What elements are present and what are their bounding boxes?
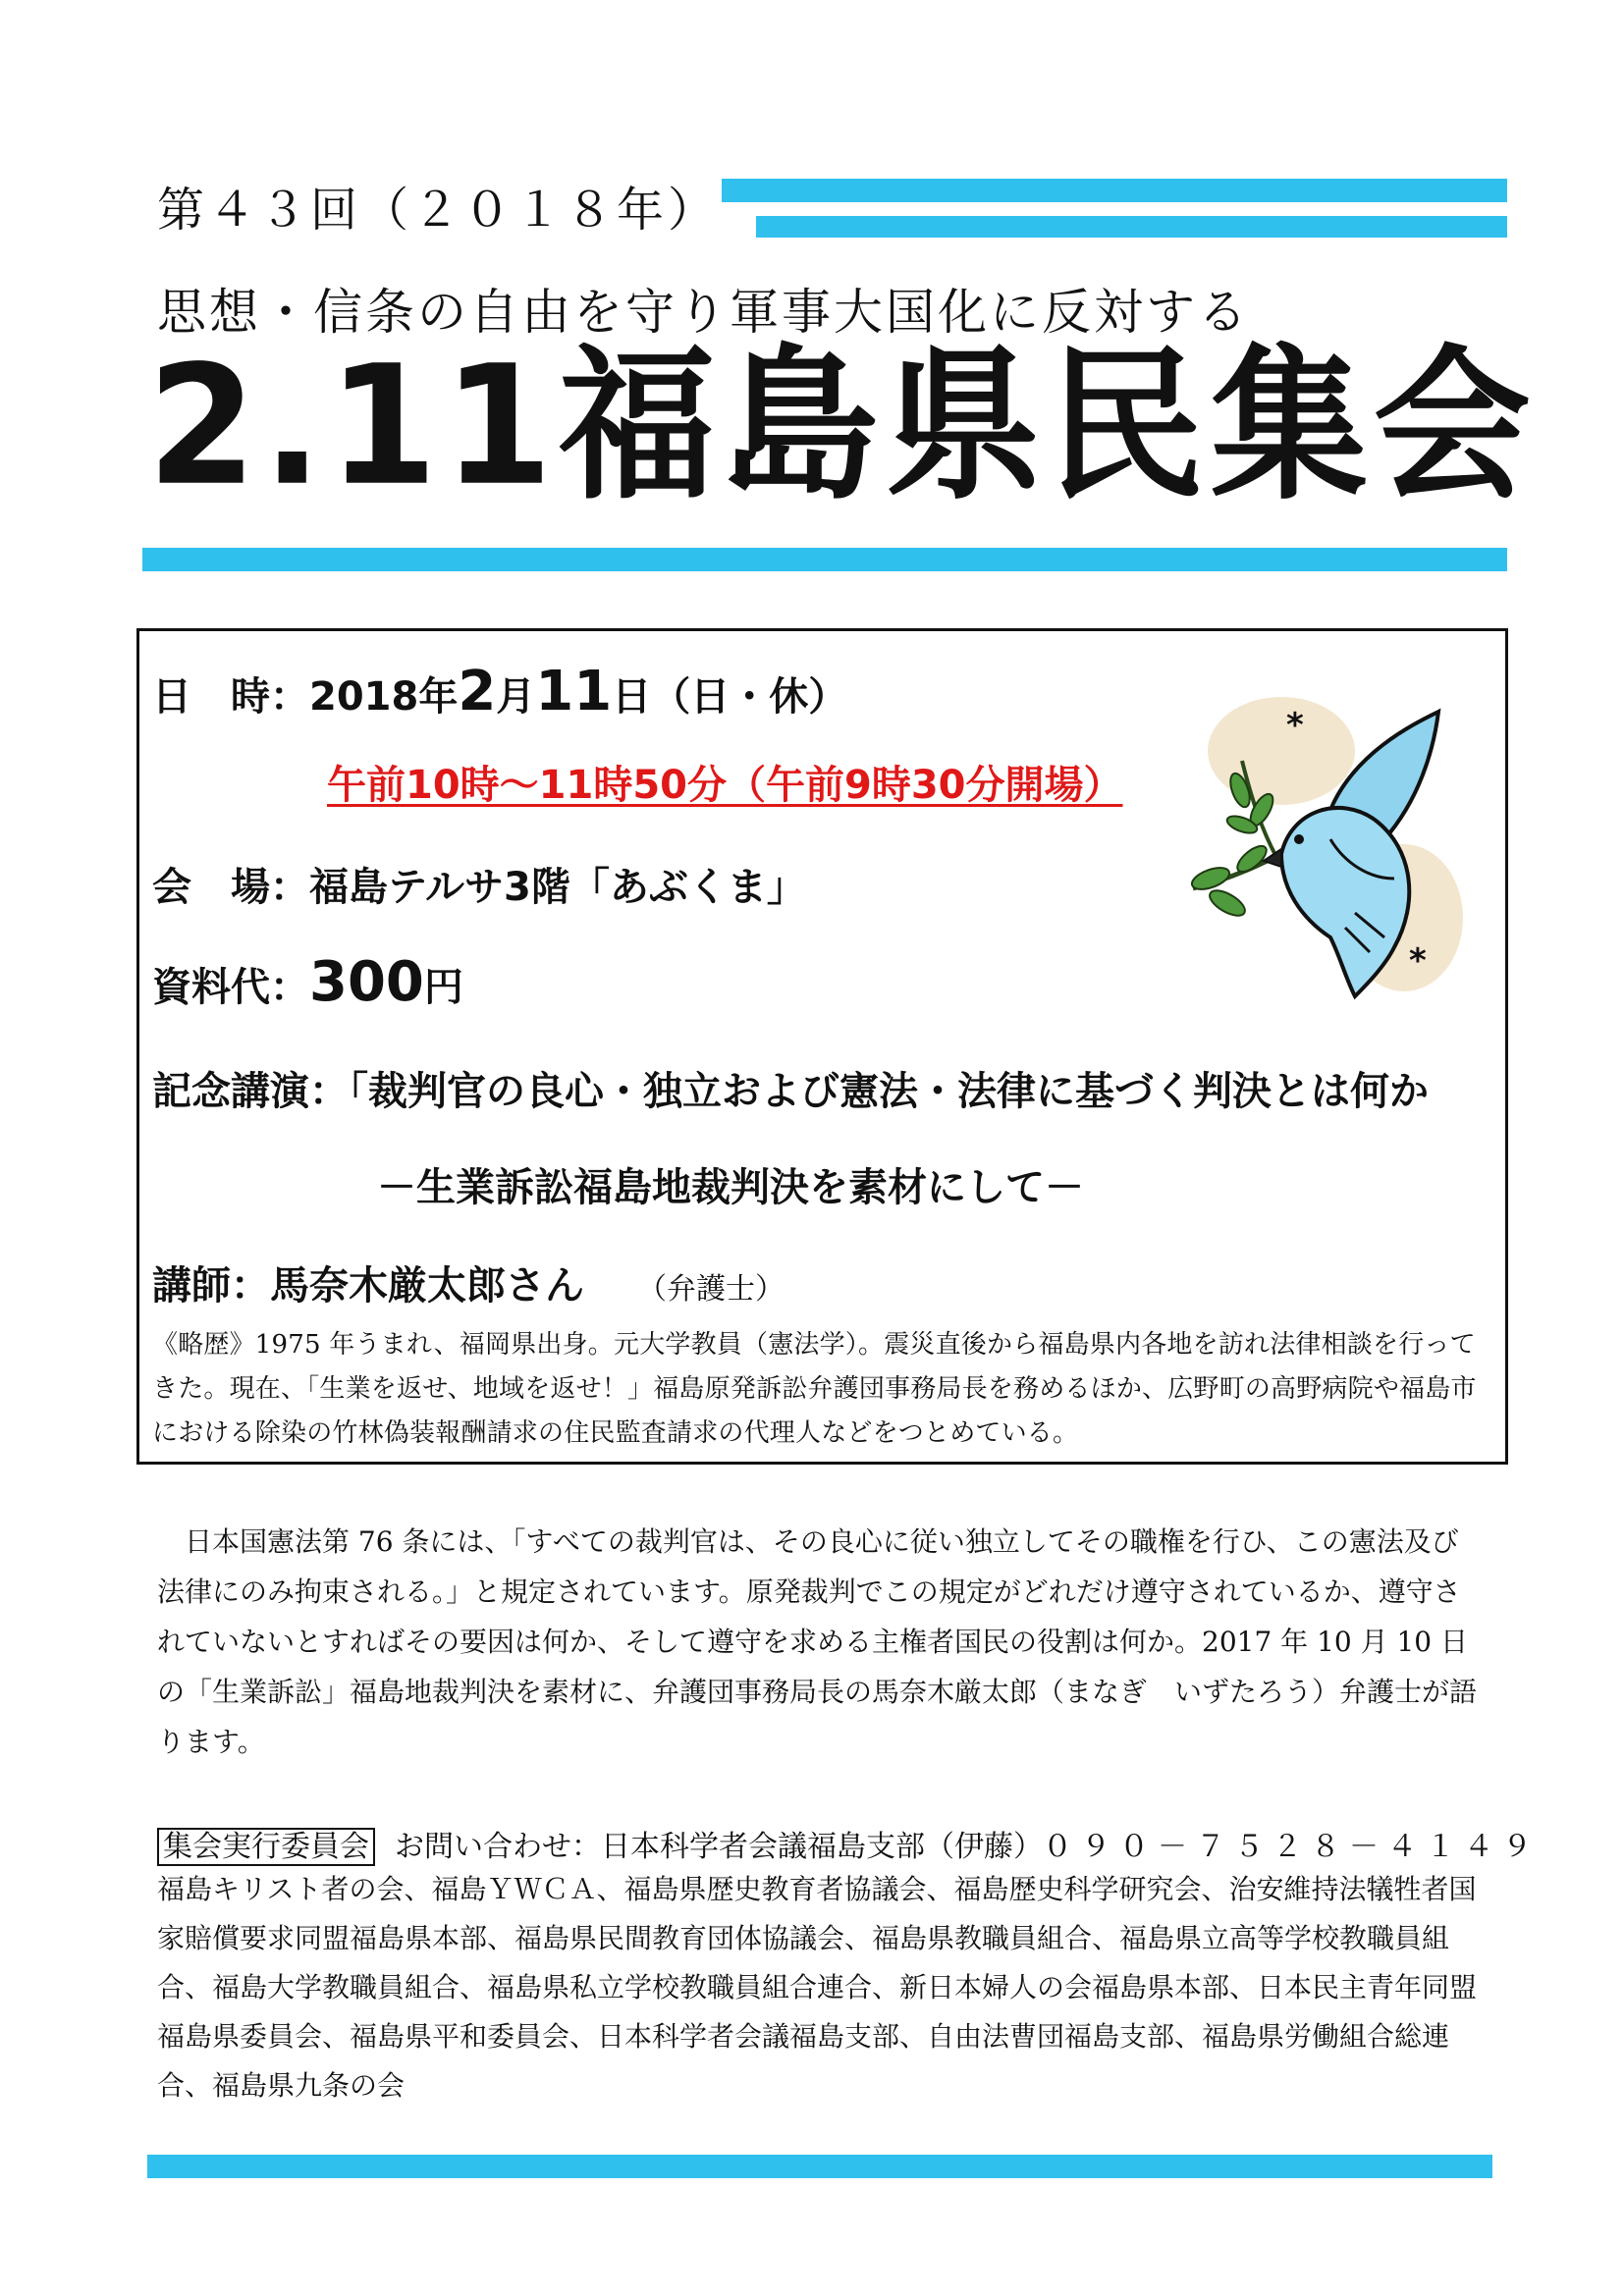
fee-label: 資料代： bbox=[152, 965, 309, 1010]
lecture-row bbox=[152, 1060, 1429, 1116]
accent-bar-top-1 bbox=[722, 179, 1507, 202]
event-time: 午前10時～11時50分（午前9時30分開場） bbox=[327, 763, 1123, 808]
date-month: 2 bbox=[458, 660, 497, 723]
fee-unit: 円 bbox=[423, 965, 463, 1010]
organizations-list: 福島キリスト者の会、福島ＹＷＣＡ、福島県歴史教育者協議会、福島歴史科学研究会、治安維持法犠牲者国家賠償要求同盟福島県本部、福島県民間教育団体協議会、福島県教職員組合、福島県立高等学校教職員組合、福島大学教職員組合、福島県私立学校教職員組合連合、新日本婦人の会福島県本部、日本民主青年同盟福島県委員会、福島県平和委員会、日本科学者会議福島支部、自由法曹団福島支部、福島県労働組合総連合、福島県九条の会 bbox=[157, 1873, 1478, 2102]
event-venue-row bbox=[152, 856, 806, 912]
date-month-suffix: 月 bbox=[496, 674, 536, 720]
speaker-name: 馬奈木厳太郎さん bbox=[270, 1263, 584, 1308]
description-paragraph: 日本国憲法第 76 条には、「すべての裁判官は、その良心に従い独立してその職権を行ひ、この憲法及び法律にのみ拘束される。」と規定されています。原発裁判でこの規定がどれだけ遵守されているか、遵守されていないとすればその要因は何か、そして遵守を求める主権者国民の役割は何か。2017 年 10 月 10 日の「生業訴訟」福島地裁判決を素材に、弁護団事務局長の馬奈木厳太郎（まなぎ いずたろう）弁護士が語ります。 bbox=[157, 1525, 1478, 1758]
accent-bar-top-2 bbox=[756, 216, 1507, 238]
edition-label: 第４３回（２０１８年） bbox=[157, 183, 720, 238]
lecture-label: 記念講演： bbox=[152, 1069, 349, 1114]
venue-value: 福島テルサ3階「あぶくま」 bbox=[309, 865, 806, 910]
speaker-role: （弁護士） bbox=[637, 1272, 785, 1307]
date-year: 2018年 bbox=[309, 674, 459, 720]
main-title: 2.11福島県民集会 bbox=[147, 329, 1537, 522]
contact-phone: ０９０－７５２８－４１４９ bbox=[1043, 1830, 1541, 1864]
committee-label: 集会実行委員会 bbox=[157, 1828, 375, 1866]
fee-amount: 300 bbox=[309, 950, 424, 1014]
lecture-title: 「裁判官の良心・独立および憲法・法律に基づく判決とは何か bbox=[349, 1069, 1429, 1114]
speaker-row bbox=[152, 1255, 785, 1310]
lecture-subtitle: －生業訴訟福島地裁判決を素材にして－ bbox=[377, 1165, 1084, 1210]
date-day-suffix: 日（日・休） bbox=[612, 674, 848, 720]
accent-bar-under-title bbox=[142, 548, 1507, 571]
event-date-row bbox=[152, 660, 847, 723]
speaker-label: 講師： bbox=[152, 1263, 270, 1308]
contact-row bbox=[157, 1822, 1541, 1865]
event-fee-row bbox=[152, 950, 463, 1014]
accent-bar-bottom bbox=[147, 2155, 1492, 2178]
contact-prefix: お問い合わせ：日本科学者会議福島支部（伊藤） bbox=[395, 1830, 1043, 1864]
subtitle: 思想・信条の自由を守り軍事大国化に反対する bbox=[157, 284, 1250, 341]
venue-label: 会 場： bbox=[152, 865, 309, 910]
svg-text:*: * bbox=[1286, 706, 1304, 745]
dove-icon bbox=[1183, 692, 1488, 1006]
date-day: 11 bbox=[535, 660, 613, 723]
svg-text:*: * bbox=[1409, 941, 1427, 981]
date-label: 日 時： bbox=[152, 674, 309, 720]
speaker-bio: 《略歴》1975 年うまれ、福岡県出身。元大学教員（憲法学）。震災直後から福島県内各地を訪れ法律相談を行ってきた。現在、「生業を返せ、地域を返せ！」福島原発訴訟弁護団事務局長を務めるほか、広野町の高野病院や福島市における除染の竹林偽装報酬請求の住民監査請求の代理人などをつとめている。 bbox=[152, 1330, 1477, 1448]
